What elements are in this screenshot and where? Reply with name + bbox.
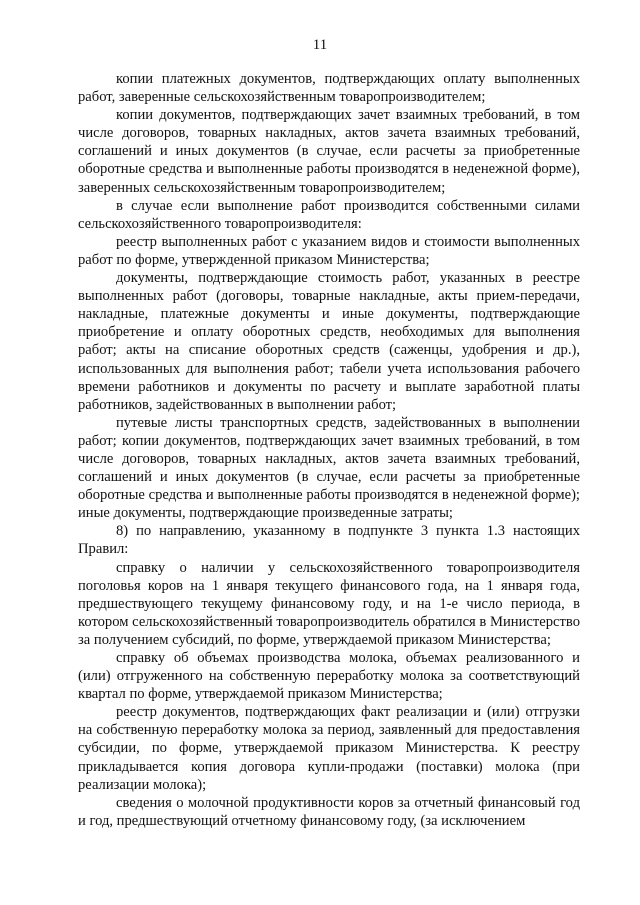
paragraph: сведения о молочной продуктивности коров за отчетный финансовый год и год, предшествующий отчетному финансовому году, (за исключением bbox=[78, 794, 580, 829]
document-body bbox=[78, 70, 580, 830]
paragraph: копии документов, подтверждающих зачет взаимных требований, в том числе договоров, товарных накладных, актов зачета взаимных требований, соглашений и иных документов (в случае, если расчеты за приобретенные оборотные средства и выполненные работы производятся в неденежной форме), заверенных сельскохозяйственным товаропроизводителем; bbox=[78, 107, 580, 196]
paragraph: справку о наличии у сельскохозяйственного товаропроизводителя поголовья коров на 1 января текущего финансового года, на 1 января года, предшествующего текущему финансовому году, и на 1-е число периода, в котором сельскохозяйственный товаропроизводитель обратился в Министерство за получением субсидий, по форме, утверждаемой приказом Министерства; bbox=[78, 559, 580, 648]
paragraph: копии платежных документов, подтверждающих оплату выполненных работ, заверенные сельскохозяйственным товаропроизводителем; bbox=[78, 71, 580, 106]
paragraph: документы, подтверждающие стоимость работ, указанных в реестре выполненных работ (договоры, товарные накладные, акты прием-передачи, накладные, платежные документы и иные документы, подтверждающие приобретение и оплату оборотных средств, необходимых для выполнения работ; акты на списание оборотных средств (саженцы, удобрения и др.), использованных для выполнения работ; табели учета использования рабочего времени работников и документы по расчету и выплате заработной платы работников, задействованных в выполнении работ; bbox=[78, 270, 580, 413]
page-number: 11 bbox=[312, 37, 328, 53]
paragraph: реестр выполненных работ с указанием видов и стоимости выполненных работ по форме, утвержденной приказом Министерства; bbox=[78, 233, 580, 268]
paragraph: в случае если выполнение работ производится собственными силами сельскохозяйственного товаропроизводителя: bbox=[78, 197, 580, 232]
paragraph: путевые листы транспортных средств, задействованных в выполнении работ; копии документов, подтверждающих зачет взаимных требований, в том числе договоров, товарных накладных, актов зачета взаимных требований, соглашений и иных документов (в случае, если расчеты за приобретенные оборотные средства и выполненные работы производятся в неденежной форме); иные документы, подтверждающие произведенные затраты; bbox=[78, 414, 580, 522]
paragraph: справку об объемах производства молока, объемах реализованного и (или) отгруженного на собственную переработку молока за соответствующий квартал по форме, утверждаемой приказом Министерства; bbox=[78, 650, 580, 703]
paragraph: реестр документов, подтверждающих факт реализации и (или) отгрузки на собственную переработку молока за период, заявленный для предоставления субсидии, по форме, утверждаемой приказом Министерства. К реестру прикладывается копия договора купли-продажи (поставки) молока (при реализации молока); bbox=[78, 704, 580, 793]
paragraph: 8) по направлению, указанному в подпункте 3 пункта 1.3 настоящих Правил: bbox=[78, 523, 580, 558]
